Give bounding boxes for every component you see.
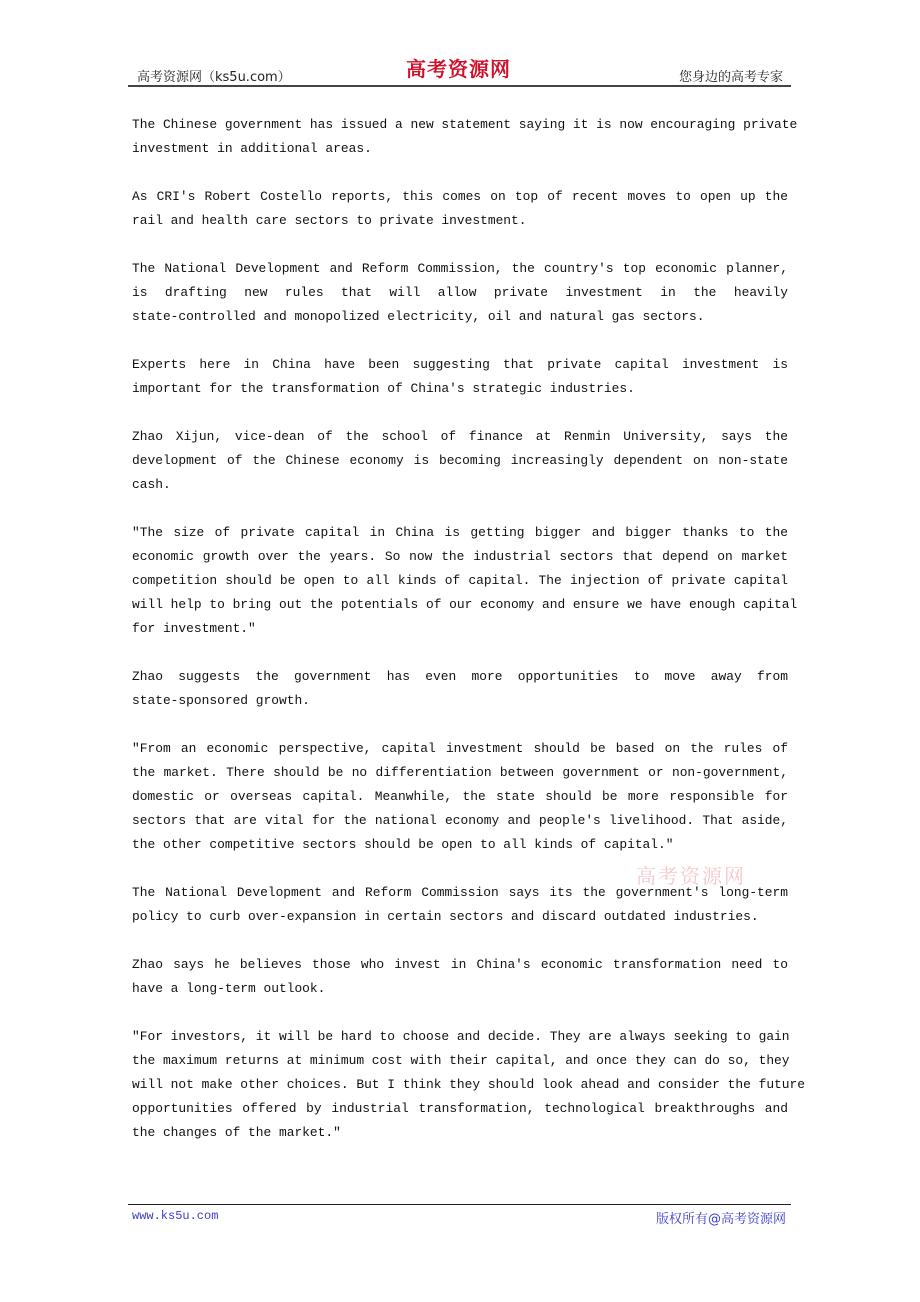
text-line: policy to curb over-expansion in certain sectors and discard outdated industries. bbox=[132, 909, 759, 924]
text-line: economic growth over the years. So now the industrial sectors that depend on market bbox=[132, 549, 788, 564]
article-body bbox=[132, 113, 806, 1169]
text-line: The National Development and Reform Commission says its the government's long-term bbox=[132, 885, 788, 900]
watermark: 高考资源网 bbox=[636, 864, 746, 888]
text-line: "For investors, it will be hard to choose and decide. They are always seeking to gain bbox=[132, 1029, 790, 1044]
text-line: The National Development and Reform Commission, the country's top economic planner, bbox=[132, 261, 788, 276]
paragraph bbox=[132, 113, 798, 161]
text-line: will help to bring out the potentials of our economy and ensure we have enough capital bbox=[132, 597, 798, 612]
header-site-name: 高考资源网（ks5u.com） bbox=[137, 70, 291, 85]
text-line: "The size of private capital in China is getting bigger and bigger thanks to the bbox=[132, 525, 788, 540]
text-line: for investment." bbox=[132, 621, 256, 636]
site-logo: 高考资源网 bbox=[406, 57, 511, 81]
text-line: Zhao Xijun, vice-dean of the school of finance at Renmin University, says the bbox=[132, 429, 788, 444]
text-line: important for the transformation of China's strategic industries. bbox=[132, 381, 635, 396]
text-line: investment in additional areas. bbox=[132, 141, 372, 156]
header-divider bbox=[128, 85, 791, 87]
paragraph bbox=[132, 665, 788, 713]
header-slogan: 您身边的高考专家 bbox=[678, 70, 783, 85]
text-line: will not make other choices. But I think they should look ahead and consider the future bbox=[132, 1077, 806, 1092]
paragraph bbox=[132, 257, 788, 329]
text-line: The Chinese government has issued a new statement saying it is now encouraging private bbox=[132, 117, 798, 132]
text-line: Zhao suggests the government has even more opportunities to move away from bbox=[132, 669, 788, 684]
paragraph bbox=[132, 1025, 806, 1145]
footer-copyright: 版权所有@高考资源网 bbox=[655, 1212, 786, 1227]
text-line: "From an economic perspective, capital investment should be based on the rules of bbox=[132, 741, 788, 756]
text-line: sectors that are vital for the national economy and people's livelihood. That aside, bbox=[132, 813, 788, 828]
text-line: have a long-term outlook. bbox=[132, 981, 326, 996]
text-line: development of the Chinese economy is becoming increasingly dependent on non-state bbox=[132, 453, 788, 468]
text-line: the changes of the market." bbox=[132, 1125, 341, 1140]
paragraph bbox=[132, 953, 788, 1001]
text-line: rail and health care sectors to private investment. bbox=[132, 213, 527, 228]
text-line: competition should be open to all kinds of capital. The injection of private capital bbox=[132, 573, 788, 588]
text-line: the maximum returns at minimum cost with their capital, and once they can do so, they bbox=[132, 1053, 790, 1068]
paragraph bbox=[132, 521, 798, 641]
text-line: the market. There should be no differentiation between government or non-government, bbox=[132, 765, 788, 780]
text-line: Experts here in China have been suggesting that private capital investment is bbox=[132, 357, 788, 372]
text-line: the other competitive sectors should be open to all kinds of capital." bbox=[132, 837, 674, 852]
text-line: opportunities offered by industrial transformation, technological breakthroughs and bbox=[132, 1101, 788, 1116]
text-line: state-controlled and monopolized electricity, oil and natural gas sectors. bbox=[132, 309, 705, 324]
paragraph bbox=[132, 353, 788, 401]
text-line: domestic or overseas capital. Meanwhile, the state should be more responsible for bbox=[132, 789, 788, 804]
text-line: is drafting new rules that will allow private investment in the heavily bbox=[132, 285, 788, 300]
footer-divider bbox=[128, 1204, 791, 1205]
paragraph bbox=[132, 185, 788, 233]
footer-link[interactable]: www.ks5u.com bbox=[132, 1209, 219, 1223]
text-line: Zhao says he believes those who invest in China's economic transformation need to bbox=[132, 957, 788, 972]
paragraph bbox=[132, 737, 788, 857]
text-line: cash. bbox=[132, 477, 171, 492]
paragraph bbox=[132, 425, 788, 497]
text-line: As CRI's Robert Costello reports, this comes on top of recent moves to open up the bbox=[132, 189, 788, 204]
text-line: state-sponsored growth. bbox=[132, 693, 310, 708]
